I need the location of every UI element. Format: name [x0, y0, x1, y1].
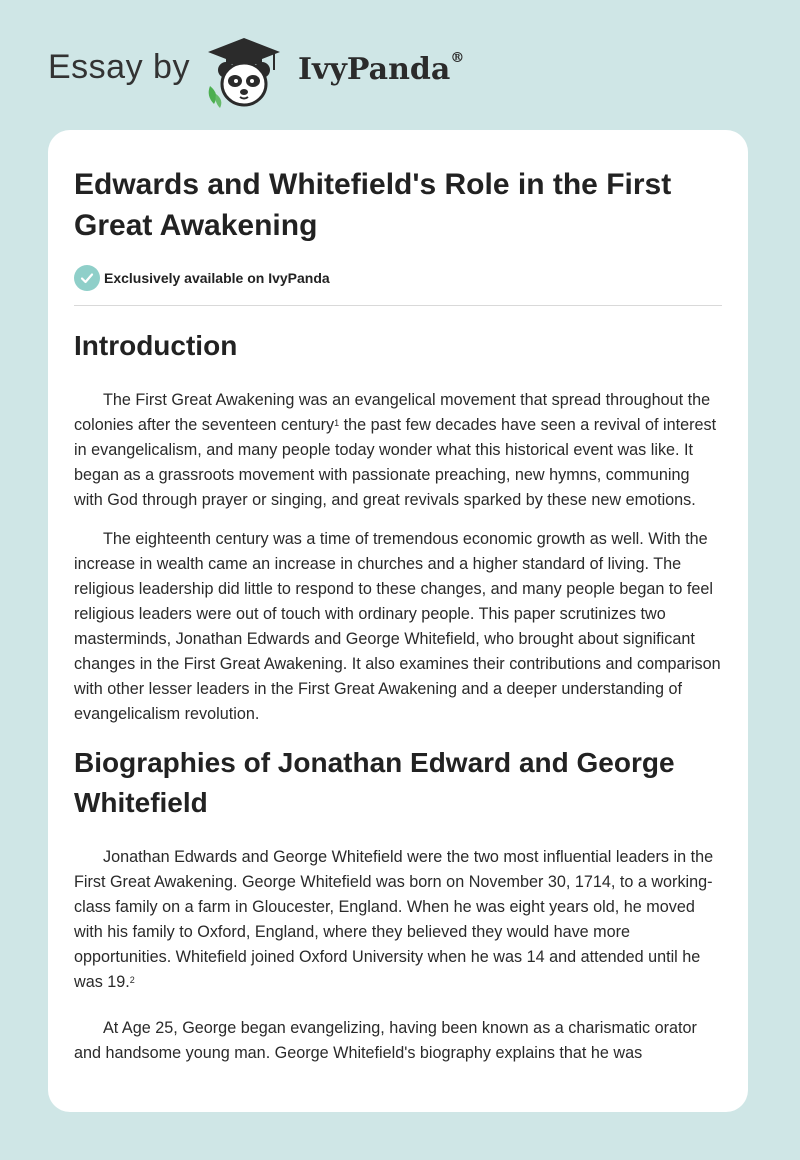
section-heading-biographies: Biographies of Jonathan Edward and George Whitefield: [74, 747, 675, 818]
badge-label: Exclusively available on IvyPanda: [104, 270, 330, 286]
essay-by-label: Essay by: [48, 48, 190, 86]
footnote-marker[interactable]: 2: [129, 975, 135, 985]
footnote-marker[interactable]: 1: [334, 418, 340, 428]
essay-card: [48, 130, 748, 1112]
registered-mark: ®: [450, 50, 465, 66]
divider: [74, 305, 722, 306]
exclusive-badge: [74, 264, 722, 292]
essay-title: Edwards and Whitefield's Role in the First Great Awakening: [74, 168, 672, 242]
paragraph: At Age 25, George began evangelizing, having been known as a charismatic orator and handsome young man. George Whitefield's biography explains that he was: [74, 1019, 697, 1062]
paragraph: The First Great Awakening was an evangelical movement that spread throughout the colonies after the seventeen century$^1$ the past few decades have seen a revival of interest in evangelicalism, and many people today wonder what this historical event was like. It began as a grassroots movement with passionate preaching, new hymns, communing with God through prayer or singing, and great revivals sparked by these new emotions.: [74, 391, 717, 509]
brand-name[interactable]: IvyPanda®: [298, 50, 465, 87]
paragraph: The eighteenth century was a time of tremendous economic growth as well. With the increase in wealth came an increase in churches and a higher standard of living. The religious leadership did little to respond to these changes, and many people began to feel religious leaders were out of touch with ordinary people. This paper scrutinizes two masterminds, Jonathan Edwards and George Whitefield, who brought about significant changes in the First Great Awakening. It also examines their contributions and comparison with other lesser leaders in the First Great Awakening and a deeper understanding of evangelicalism revolution.: [74, 530, 721, 723]
paragraph: Jonathan Edwards and George Whitefield were the two most influential leaders in the First Great Awakening. George Whitefield was born on November 30, 1714, to a working-class family on a farm in Gloucester, England. When he was eight years old, he moved with his family to Oxford, England, where they believed they would have more opportunities. Whitefield joined Oxford University when he was 14 and attended until he was 19.$^2$: [74, 848, 714, 991]
site-header: [48, 30, 468, 110]
panda-logo-icon[interactable]: [204, 36, 284, 110]
check-icon: [74, 265, 100, 291]
section-heading-introduction: Introduction: [74, 330, 238, 361]
